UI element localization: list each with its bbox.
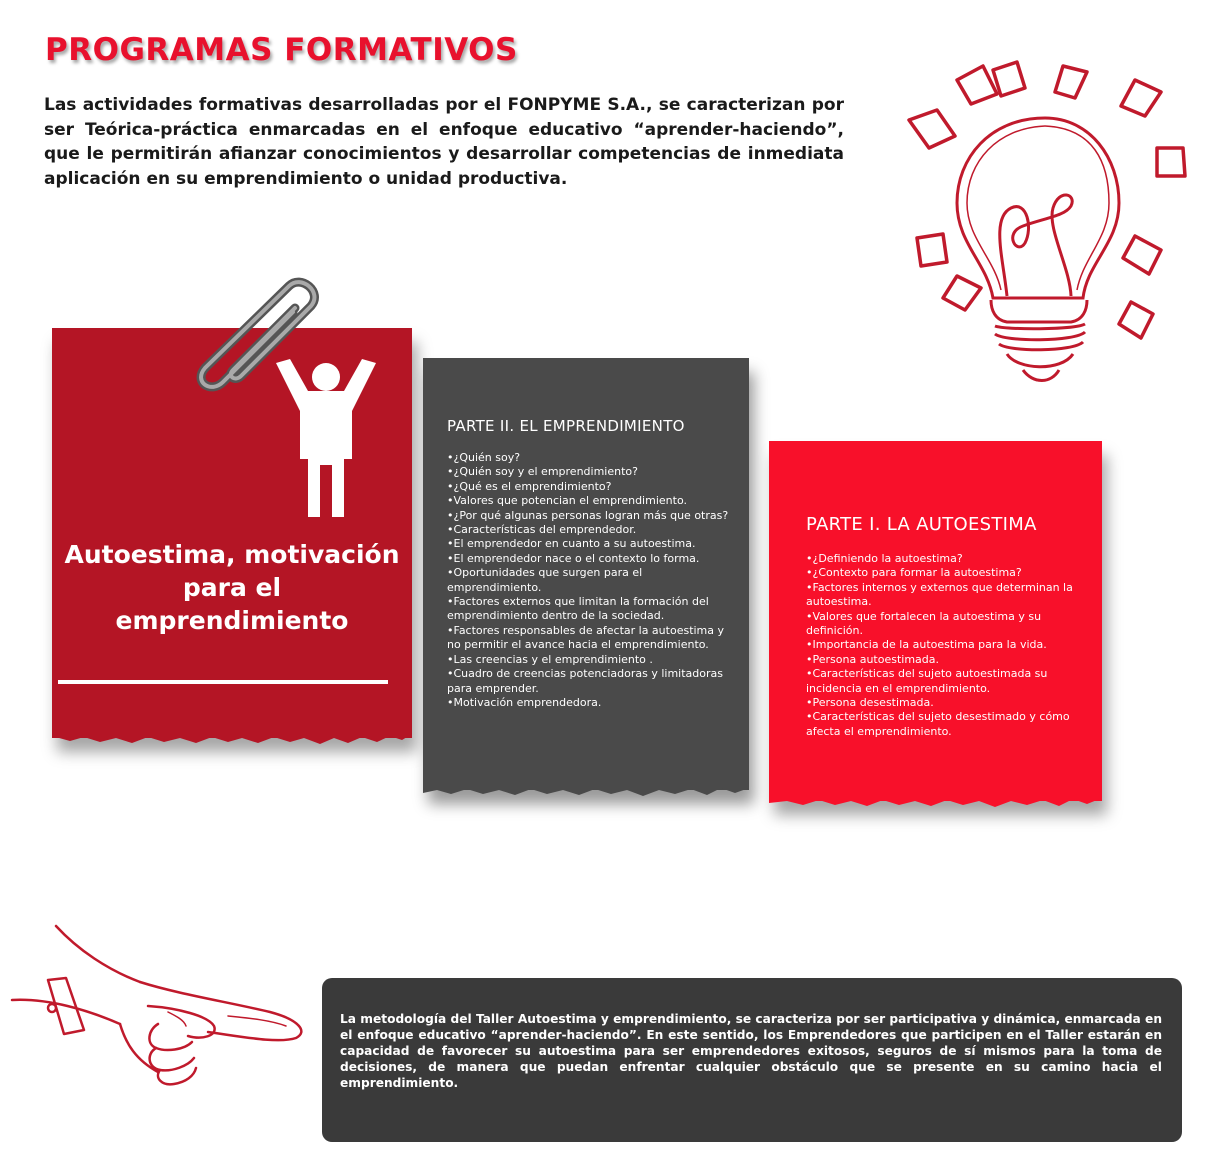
- card-part-one: [769, 441, 1102, 801]
- torn-edge: [52, 726, 412, 748]
- list-item: • Motivación emprendedora.: [447, 696, 737, 710]
- part-one-list: [806, 552, 1091, 739]
- torn-edge: [769, 789, 1102, 811]
- list-item: • Persona desestimada.: [806, 696, 1091, 710]
- main-topic-line: para el: [182, 573, 282, 602]
- methodology-text: La metodología del Taller Autoestima y emprendimiento, se caracteriza por ser participativa y dinámica, enmarcada en el enfoque educativo “aprender-haciendo”. En este sentido, los Emprendedores que participen en el Taller estarán en capacidad de favorecer su autoestima para ser emprendedores exitosos, seguros de sí mismos para la toma de decisiones, de manera que puedan enfrentar cualquier obstáculo que se presente en su camino hacia el emprendimiento.: [340, 1012, 1162, 1090]
- list-item: • Características del emprendedor.: [447, 523, 737, 537]
- person-arms-up-icon: [270, 355, 380, 525]
- list-item: • Importancia de la autoestima para la vida.: [806, 638, 1091, 652]
- list-item: • ¿Definiendo la autoestima?: [806, 552, 1091, 566]
- intro-paragraph: Las actividades formativas desarrolladas por el FONPYME S.A., se caracterizan por ser Teórica-práctica enmarcadas en el enfoque educativo “aprender-haciendo”, que le permitirán afianzar conocimientos y desarrollar competencias de inmediata aplicación en su emprendimiento o unidad productiva.: [44, 95, 844, 189]
- list-item: • Las creencias y el emprendimiento .: [447, 653, 737, 667]
- list-item: • El emprendedor nace o el contexto lo forma.: [447, 552, 737, 566]
- part-two-list: [447, 451, 737, 710]
- part-one-title: PARTE I. LA AUTOESTIMA: [806, 514, 1037, 535]
- list-item: • ¿Contexto para formar la autoestima?: [806, 566, 1091, 580]
- list-item: • Valores que fortalecen la autoestima y su definición.: [806, 610, 1091, 639]
- list-item: • Persona autoestimada.: [806, 653, 1091, 667]
- methodology-box: [322, 978, 1182, 1142]
- list-item: • Valores que potencian el emprendimiento.: [447, 494, 737, 508]
- main-topic-line: Autoestima, motivación: [64, 540, 400, 569]
- lightbulb-icon: [895, 58, 1195, 393]
- list-item: • Factores internos y externos que determinan la autoestima.: [806, 581, 1091, 610]
- main-topic-line: emprendimiento: [115, 606, 349, 635]
- list-item: • El emprendedor en cuanto a su autoestima.: [447, 537, 737, 551]
- part-two-title: PARTE II. EL EMPRENDIMIENTO: [447, 417, 685, 435]
- list-item: • Cuadro de creencias potenciadoras y limitadoras para emprender.: [447, 667, 737, 696]
- card-part-two: [423, 358, 749, 790]
- pointing-hand-icon: [8, 920, 313, 1090]
- list-item: • ¿Por qué algunas personas logran más que otras?: [447, 509, 737, 523]
- list-item: • Características del sujeto desestimado y cómo afecta el emprendimiento.: [806, 710, 1091, 739]
- list-item: • ¿Quién soy?: [447, 451, 737, 465]
- list-item: • Oportunidades que surgen para el emprendimiento.: [447, 566, 737, 595]
- list-item: • ¿Qué es el emprendimiento?: [447, 480, 737, 494]
- list-item: • Factores responsables de afectar la autoestima y no permitir el avance hacia el emprendimiento.: [447, 624, 737, 653]
- list-item: • ¿Quién soy y el emprendimiento?: [447, 465, 737, 479]
- torn-edge: [423, 778, 749, 800]
- list-item: • Factores externos que limitan la formación del emprendimiento dentro de la sociedad.: [447, 595, 737, 624]
- list-item: • Características del sujeto autoestimada su incidencia en el emprendimiento.: [806, 667, 1091, 696]
- page-title: PROGRAMAS FORMATIVOS: [45, 32, 518, 68]
- divider: [58, 680, 388, 684]
- main-topic-title: [52, 538, 412, 637]
